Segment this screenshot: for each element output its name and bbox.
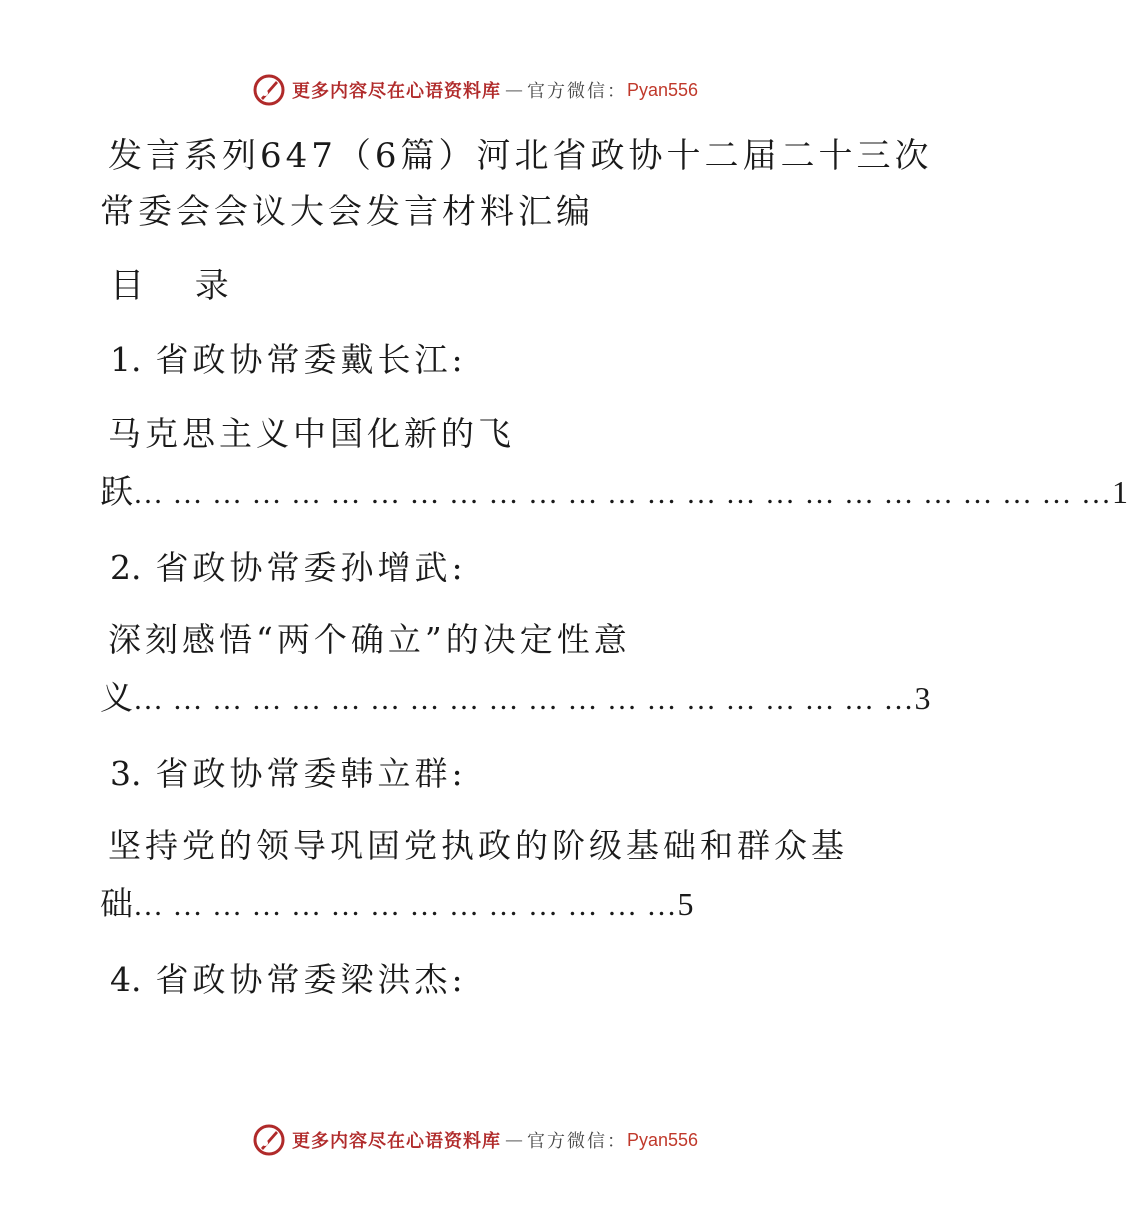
toc-entry-topic: 马克思主义中国化新的飞: [108, 414, 515, 453]
quill-logo-icon: [252, 73, 286, 107]
toc-entry-leader-line[interactable]: [100, 466, 1128, 513]
document-title-line2: 常委会会议大会发言材料汇编: [100, 192, 594, 232]
toc-entry-leader-line[interactable]: [100, 878, 694, 925]
document-title-line1: 发言系列647（6篇）河北省政协十二届二十三次: [108, 136, 933, 176]
toc-entry-topic-tail: 础: [100, 884, 133, 923]
toc-entry-leader-line[interactable]: [100, 672, 931, 719]
toc-entry-number: 3.: [110, 754, 142, 793]
toc-entry-dots: … … … … … … … … … … … … … …: [133, 889, 678, 922]
toc-entry-topic-tail: 义: [100, 678, 133, 717]
toc-entry-speaker-name: 省政协常委梁洪杰:: [155, 960, 467, 999]
toc-entry-speaker-name: 省政协常委戴长江:: [155, 340, 467, 379]
toc-entry-speaker: [110, 954, 467, 1001]
toc-entry-topic: 坚持党的领导巩固党执政的阶级基础和群众基: [108, 826, 848, 865]
toc-entry-speaker: [110, 334, 467, 381]
toc-entry-speaker-name: 省政协常委孙增武:: [155, 548, 467, 587]
toc-entry-topic: 深刻感悟“两个确立”的决定性意: [108, 620, 631, 659]
watermark-dash: —: [504, 1129, 523, 1151]
toc-entry-speaker: [110, 748, 467, 795]
toc-entry-number: 4.: [110, 960, 142, 999]
toc-entry-topic-tail: 跃: [100, 472, 133, 511]
watermark-wechat-label: 官方微信：: [526, 1131, 627, 1152]
watermark-banner-bottom: [0, 1120, 950, 1160]
toc-entry-page: 1: [1112, 474, 1128, 510]
toc-entry-page: 3: [914, 680, 931, 716]
toc-entry-dots: … … … … … … … … … … … … … … … … … … … … … … … … …: [133, 477, 1112, 510]
quill-logo-icon: [252, 1123, 286, 1157]
toc-entry-number: 1.: [110, 340, 142, 379]
watermark-brand: 更多内容尽在心语资料库: [291, 1131, 501, 1152]
toc-entry-speaker: [110, 542, 467, 589]
watermark-wechat-id: Pyan556: [626, 79, 699, 100]
toc-entry-speaker-name: 省政协常委韩立群:: [155, 754, 467, 793]
watermark-dash: —: [504, 79, 523, 101]
toc-entry-number: 2.: [110, 548, 142, 587]
toc-entry-dots: … … … … … … … … … … … … … … … … … … … …: [133, 683, 915, 716]
watermark-banner-top: [0, 70, 950, 110]
watermark-wechat-label: 官方微信：: [526, 81, 627, 102]
watermark-wechat-id: Pyan556: [626, 1129, 699, 1150]
toc-heading: 目 录: [110, 266, 249, 306]
toc-entry-page: 5: [677, 886, 694, 922]
watermark-brand: 更多内容尽在心语资料库: [291, 81, 501, 102]
